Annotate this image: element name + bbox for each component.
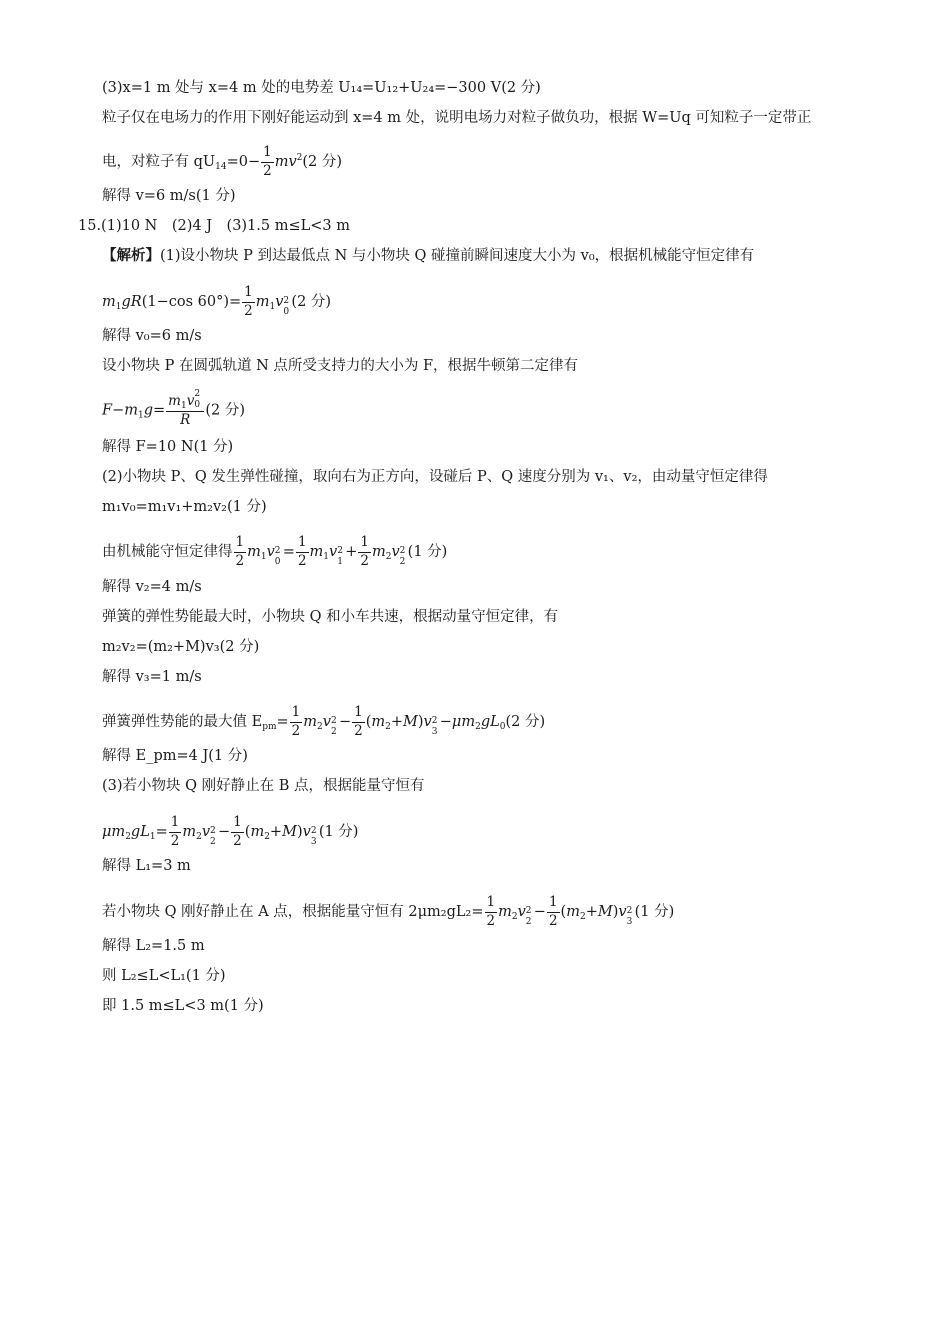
equation-mechanical-energy: $m_1gR(1-\cos$ 60°)= $\frac{1}{2}$ $m_1v$ 2 0 (2 分) [102, 284, 332, 319]
line-result-v3: 解得 v₃=1 m/s [102, 669, 202, 685]
fraction-half: $\frac{1}{2}$ [263, 144, 272, 179]
score-label: (2 分) [291, 294, 332, 310]
question-15-answers: 15.(1)10 N (2)4 J (3)1.5 m≤L<3 m [78, 218, 351, 234]
line-stop-at-b: (3)若小物块 Q 刚好静止在 B 点，根据能量守恒有 [102, 778, 425, 794]
line-common-velocity: 弹簧的弹性势能最大时，小物块 Q 和小车共速，根据动量守恒定律，有 [102, 609, 559, 625]
line-range-l: 则 L₂≤L<L₁(1 分) [102, 968, 226, 984]
line-potential-difference: (3)x=1 m 处与 x=4 m 处的电势差 U₁₄=U₁₂+U₂₄=−300 V(2 分) [102, 80, 541, 96]
equation-energy-a: 若小物块 Q 刚好静止在 A 点，根据能量守恒有 2μm₂gL₂= $\frac{1}{2}$ $m_2v$ 2 2 − $\frac{1}{2}$ $(m_2+M)v$ 2 3 (1 分) [102, 894, 675, 929]
line-energy-equation-pre: 电，对粒子有 qU [102, 154, 216, 170]
equation-newton-second-law: $F-m_1g=$ $m_1v$ 2 0 R (2 分) [102, 389, 245, 428]
equation-energy-b: $\mu m_2gL_1=$ $\frac{1}{2}$ $m_2v$ 2 2 − $\frac{1}{2}$ $(m_2+M)v$ 2 3 (1 分) [102, 814, 359, 849]
equation-energy-conservation: 由机械能守恒定律得 $\frac{1}{2}$ $m_1v$ 2 0 = $\frac{1}{2}$ $m_1v$ 2 1 + $\frac{1}{2}$ $m_2v$ 2 2 (1 分) [102, 534, 448, 569]
equation-momentum-2: m₂v₂=(m₂+M)v₃(2 分) [102, 639, 260, 655]
equation-momentum: m₁v₀=m₁v₁+m₂v₂(1 分) [102, 499, 267, 515]
line-result-f: 解得 F=10 N(1 分) [102, 439, 234, 455]
line-result-v: 解得 v=6 m/s(1 分) [102, 188, 236, 204]
analysis-intro-text: (1)设小物块 P 到达最低点 N 与小物块 Q 碰撞前瞬间速度大小为 v₀，根据机械能守恒定律有 [160, 248, 755, 264]
score-label: (2 分) [302, 154, 343, 170]
line-result-v2: 解得 v₂=4 m/s [102, 579, 202, 595]
score-label: (2 分) [505, 714, 546, 730]
score-label: (2 分) [205, 402, 245, 419]
analysis-tag: 【解析】 [102, 248, 160, 264]
score-label: (1 分) [407, 544, 448, 560]
line-final-range: 即 1.5 m≤L<3 m(1 分) [102, 998, 264, 1014]
analysis-intro [102, 246, 754, 266]
score-label: (1 分) [318, 824, 359, 840]
line-result-epm: 解得 E_pm=4 J(1 分) [102, 748, 248, 764]
line-electric-force-work: 粒子仅在电场力的作用下刚好能运动到 x=4 m 处，说明电场力对粒子做负功，根据 W=Uq 可知粒子一定带正 [102, 110, 812, 126]
score-label: (1 分) [634, 904, 675, 920]
line-support-force: 设小物块 P 在圆弧轨道 N 点所受支持力的大小为 F，根据牛顿第二定律有 [102, 358, 579, 374]
line-result-v0: 解得 v₀=6 m/s [102, 328, 202, 344]
equation-elastic-potential-pre: 弹簧弹性势能的最大值 E [102, 714, 263, 730]
equation-energy-conservation-pre: 由机械能守恒定律得 [102, 544, 233, 560]
line-result-l2: 解得 L₂=1.5 m [102, 938, 205, 954]
equation-energy-a-pre: 若小物块 Q 刚好静止在 A 点，根据能量守恒有 2μm₂gL₂= [102, 904, 484, 920]
line-energy-equation: 电，对粒子有 $qU_{14}=0-$ $\frac{1}{2}$ $mv^2(2$ 分) [102, 144, 343, 179]
line-elastic-collision: (2)小物块 P、Q 发生弹性碰撞，取向右为正方向，设碰后 P、Q 速度分别为 v₁、v₂，由动量守恒定律得 [102, 469, 768, 485]
equation-elastic-potential: 弹簧弹性势能的最大值 $E_{pm}=$ $\frac{1}{2}$ $m_2v$ 2 2 − $\frac{1}{2}$ $(m_2+M)v$ 2 3 $-\mu m_2gL_0(2$ 分) [102, 704, 546, 739]
line-result-l1: 解得 L₁=3 m [102, 858, 191, 874]
